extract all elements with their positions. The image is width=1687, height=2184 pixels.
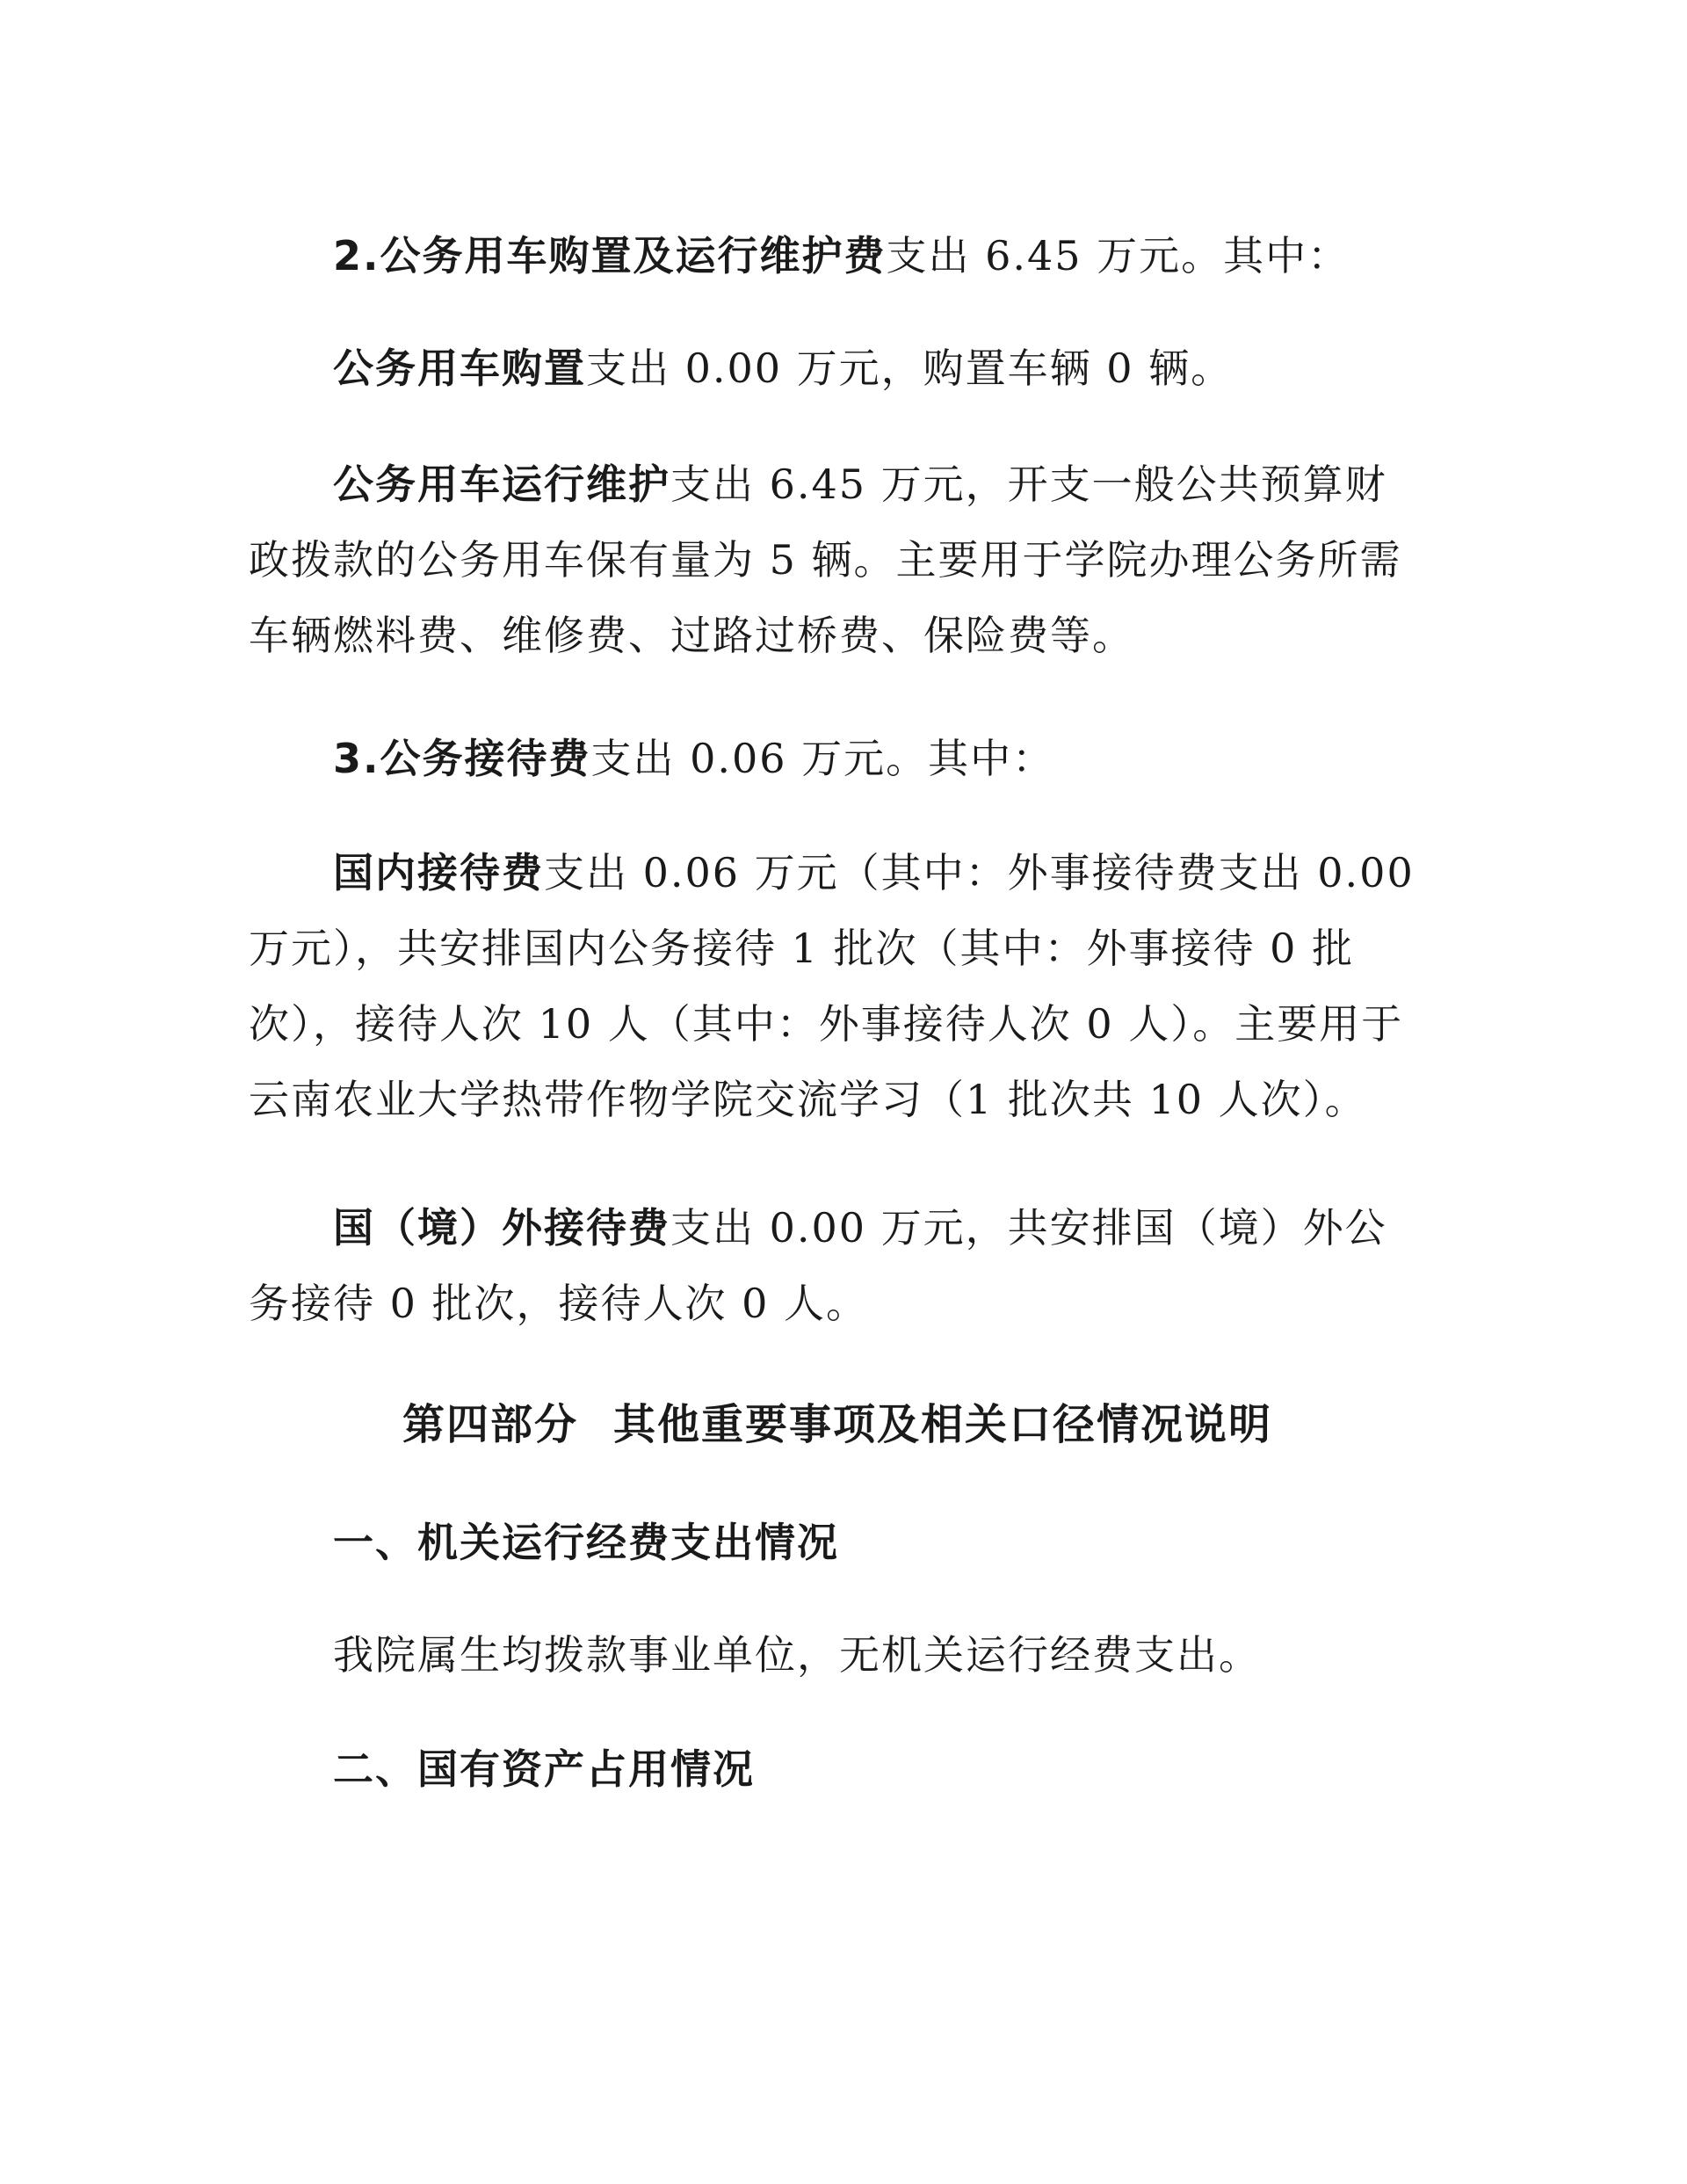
paragraph-text: 支出 0.06 万元（其中：外事接待费支出 0.00 万元），共安排国内公务接待 1 批次（其中：外事接待 0 批次），接待人次 10 人（其中：外事接待人次 0 人）。主要用于云南农业大学热带作物学院交流学习（1 批次共 10 人次）。 xyxy=(249,849,1415,1123)
section-heading-operating-expense: 一、机关运行经费支出情况 xyxy=(333,1519,839,1566)
part-title: 其他重要事项及相关口径情况说明 xyxy=(613,1400,1273,1449)
section-heading-state-assets: 二、国有资产占用情况 xyxy=(333,1745,755,1793)
paragraph-vehicle-maintenance xyxy=(249,446,1426,673)
paragraph-bold-lead: 公务用车运行维护 xyxy=(333,461,670,508)
paragraph-text: 支出 6.45 万元。其中： xyxy=(886,232,1350,279)
paragraph-text: 支出 0.00 万元，共安排国（境）外公务接待 0 批次，接待人次 0 人。 xyxy=(249,1204,1387,1327)
paragraph-text: 支出 0.00 万元，购置车辆 0 辆。 xyxy=(586,345,1234,392)
part-heading xyxy=(249,1387,1426,1462)
paragraph-domestic-reception xyxy=(249,835,1426,1137)
paragraph-operating-expense: 我院属生均拨款事业单位，无机关运行经费支出。 xyxy=(333,1631,1261,1679)
paragraph-bold-lead: 公务用车购置 xyxy=(333,345,586,392)
paragraph-vehicle-purchase xyxy=(249,330,1426,406)
paragraph-bold-lead: 3.公务接待费 xyxy=(333,735,591,782)
part-label: 第四部分 xyxy=(402,1400,578,1449)
paragraph-reception-expense xyxy=(249,721,1426,796)
paragraph-text: 支出 0.06 万元。其中： xyxy=(590,735,1055,782)
paragraph-foreign-reception xyxy=(249,1190,1426,1341)
paragraph-vehicle-expense xyxy=(249,218,1426,294)
paragraph-text: 支出 6.45 万元，开支一般公共预算财政拨款的公务用车保有量为 5 辆。主要用于学院办理公务所需车辆燃料费、维修费、过路过桥费、保险费等。 xyxy=(249,461,1402,659)
paragraph-bold-lead: 国内接待费 xyxy=(333,849,544,896)
paragraph-bold-lead: 2.公务用车购置及运行维护费 xyxy=(333,232,887,279)
paragraph-bold-lead: 国（境）外接待费 xyxy=(333,1204,670,1252)
